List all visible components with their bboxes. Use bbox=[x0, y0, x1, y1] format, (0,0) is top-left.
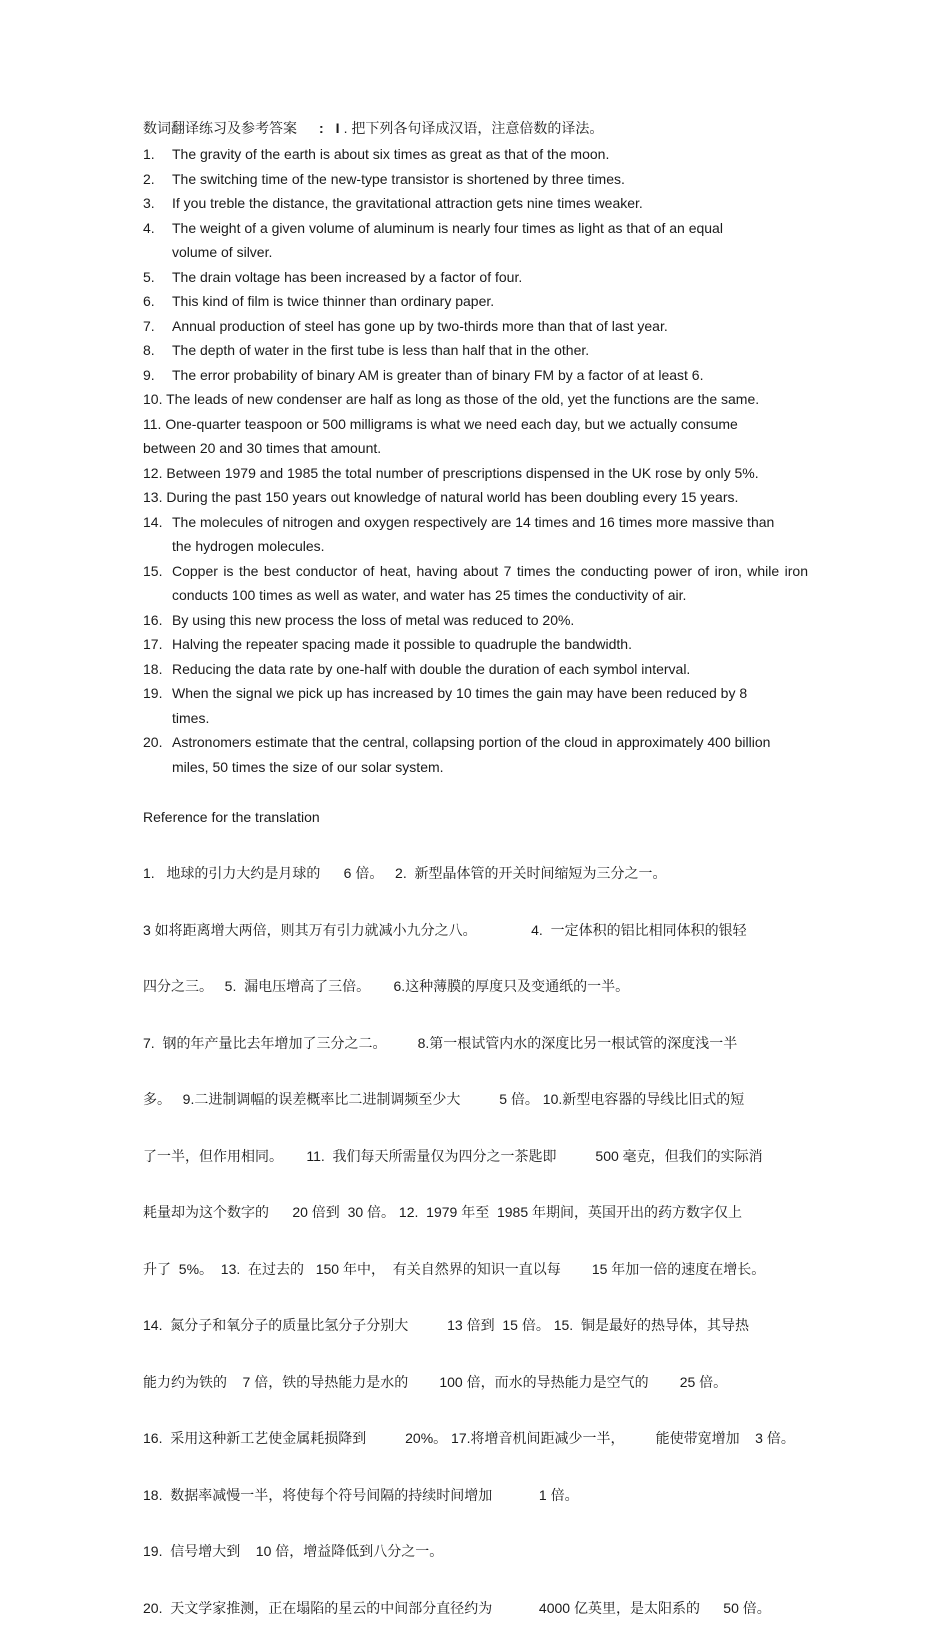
section-instruction: . 把下列各句译成汉语，注意倍数的译法。 bbox=[343, 120, 604, 136]
question-number: 4. bbox=[143, 219, 155, 236]
question-item bbox=[143, 461, 808, 486]
question-text: The depth of water in the first tube is less than half that in the other. bbox=[172, 342, 590, 358]
question-item bbox=[143, 730, 808, 779]
question-item bbox=[143, 338, 808, 363]
question-text: The weight of a given volume of aluminum is nearly four times as light as that of an equal volume of silver. bbox=[172, 219, 723, 260]
question-text: Reducing the data rate by one-half with double the duration of each symbol interval. bbox=[172, 660, 691, 677]
question-item bbox=[143, 412, 808, 461]
reference-line: 了一半，但作用相同。 11. 我们每天所需量仅为四分之一茶匙即 500 毫克，但我们的实际消 bbox=[143, 1147, 763, 1164]
reference-line: 1. 地球的引力大约是月球的 6 倍。 2. 新型晶体管的开关时间缩短为三分之一。 bbox=[143, 865, 667, 881]
document-title-line bbox=[143, 117, 808, 139]
question-text: The leads of new condenser are half as long as those of the old, yet the functions are the same. bbox=[166, 391, 760, 407]
question-number: 2. bbox=[143, 170, 155, 187]
question-item bbox=[143, 289, 808, 314]
question-text: If you treble the distance, the gravitational attraction gets nine times weaker. bbox=[172, 195, 643, 211]
question-number: 10. bbox=[143, 391, 163, 407]
reference-line: 四分之三。 5. 漏电压增高了三倍。 6.这种薄膜的厚度只及变通纸的一半。 bbox=[143, 978, 630, 994]
reference-heading: Reference for the translation bbox=[143, 809, 320, 825]
reference-answers bbox=[143, 829, 808, 1652]
question-text: One-quarter teaspoon or 500 milligrams is what we need each day, but we actually consume between 20 and 30 times that amount. bbox=[143, 415, 738, 456]
question-number: 14. bbox=[143, 513, 163, 530]
question-number: 12. bbox=[143, 464, 163, 481]
question-text: Astronomers estimate that the central, collapsing portion of the cloud in approximately 400 billion miles, 50 times the size of our solar system. bbox=[172, 734, 771, 775]
question-text: The gravity of the earth is about six times as great as that of the moon. bbox=[172, 146, 610, 162]
reference-line: 20. 天文学家推测，正在塌陷的星云的中间部分直径约为 4000 亿英里，是太阳系的 50 倍。 bbox=[143, 1599, 771, 1616]
question-item bbox=[143, 191, 808, 216]
reference-line: 16. 采用这种新工艺使金属耗损降到 20%。 17.将增音机间距减少一半， 能使带宽增加 3 倍。 bbox=[143, 1430, 795, 1446]
question-item bbox=[143, 608, 808, 633]
question-list bbox=[143, 142, 808, 779]
reference-line: 升了 5%。 13. 在过去的 150 年中， 有关自然界的知识一直以每 15 年加一倍的速度在增长。 bbox=[143, 1260, 766, 1277]
question-number: 1. bbox=[143, 146, 155, 162]
document-title: 数词翻译练习及参考答案 bbox=[143, 120, 297, 136]
document-body bbox=[143, 117, 808, 1652]
question-item bbox=[143, 681, 808, 730]
question-item bbox=[143, 510, 808, 559]
question-item bbox=[143, 485, 808, 510]
title-separator: : bbox=[319, 120, 324, 136]
question-number: 18. bbox=[143, 660, 163, 677]
question-text: Halving the repeater spacing made it possible to quadruple the bandwidth. bbox=[172, 636, 632, 652]
section-number: I bbox=[335, 120, 340, 136]
question-number: 3. bbox=[143, 195, 155, 211]
question-item bbox=[143, 363, 808, 388]
reference-line: 14. 氮分子和氧分子的质量比氢分子分别大 13 倍到 15 倍。 15. 铜是最好的热导体，其导热 bbox=[143, 1317, 749, 1333]
question-item bbox=[143, 142, 808, 167]
question-number: 19. bbox=[143, 685, 163, 701]
question-text: By using this new process the loss of metal was reduced to 20%. bbox=[172, 611, 575, 628]
question-item bbox=[143, 265, 808, 290]
question-text: This kind of film is twice thinner than ordinary paper. bbox=[172, 293, 495, 309]
question-number: 7. bbox=[143, 317, 155, 334]
question-number: 13. bbox=[143, 489, 163, 505]
question-text: Annual production of steel has gone up by two-thirds more than that of last year. bbox=[172, 317, 668, 334]
reference-line: 18. 数据率减慢一半，将使每个符号间隔的持续时间增加 1 倍。 bbox=[143, 1486, 579, 1503]
question-text: The molecules of nitrogen and oxygen respectively are 14 times and 16 times more massive than the hydrogen molecules. bbox=[172, 513, 775, 554]
question-item bbox=[143, 216, 808, 265]
question-item bbox=[143, 657, 808, 682]
reference-line: 19. 信号增大到 10 倍，增益降低到八分之一。 bbox=[143, 1543, 444, 1559]
question-text: Copper is the best conductor of heat, having about 7 times the conducting power of iron, while iron conducts 100 times as well as water, and water has 25 times the conductivity of air. bbox=[172, 562, 808, 603]
question-number: 9. bbox=[143, 366, 155, 383]
question-item bbox=[143, 167, 808, 192]
question-item bbox=[143, 559, 808, 608]
reference-line: 7. 钢的年产量比去年增加了三分之二。 8.第一根试管内水的深度比另一根试管的深度浅一半 bbox=[143, 1034, 738, 1051]
question-item bbox=[143, 632, 808, 657]
question-number: 6. bbox=[143, 293, 155, 309]
question-text: During the past 150 years out knowledge of natural world has been doubling every 15 years. bbox=[166, 489, 739, 505]
reference-line: 耗量却为这个数字的 20 倍到 30 倍。 12. 1979 年至 1985 年期间，英国开出的药方数字仅上 bbox=[143, 1204, 743, 1220]
question-number: 20. bbox=[143, 734, 163, 750]
question-number: 11. bbox=[143, 415, 162, 432]
question-item bbox=[143, 314, 808, 339]
question-text: When the signal we pick up has increased by 10 times the gain may have been reduced by 8 times. bbox=[172, 685, 748, 726]
question-text: The switching time of the new-type transistor is shortened by three times. bbox=[172, 170, 625, 187]
reference-line: 3 如将距离增大两倍，则其万有引力就减小九分之八。 4. 一定体积的铝比相同体积的银轻 bbox=[143, 921, 747, 938]
question-number: 8. bbox=[143, 342, 155, 358]
question-text: Between 1979 and 1985 the total number of prescriptions dispensed in the UK rose by only 5%. bbox=[166, 464, 759, 481]
question-number: 17. bbox=[143, 636, 163, 652]
reference-line: 能力约为铁的 7 倍，铁的导热能力是水的 100 倍，而水的导热能力是空气的 25 倍。 bbox=[143, 1373, 728, 1390]
question-text: The error probability of binary AM is greater than of binary FM by a factor of at least 6. bbox=[172, 366, 704, 383]
question-text: The drain voltage has been increased by a factor of four. bbox=[172, 268, 523, 285]
question-item bbox=[143, 387, 808, 412]
question-number: 15. bbox=[143, 562, 163, 579]
reference-line: 多。 9.二进制调幅的误差概率比二进制调频至少大 5 倍。 10.新型电容器的导线比旧式的短 bbox=[143, 1091, 745, 1107]
question-number: 16. bbox=[143, 611, 163, 628]
question-number: 5. bbox=[143, 268, 155, 285]
